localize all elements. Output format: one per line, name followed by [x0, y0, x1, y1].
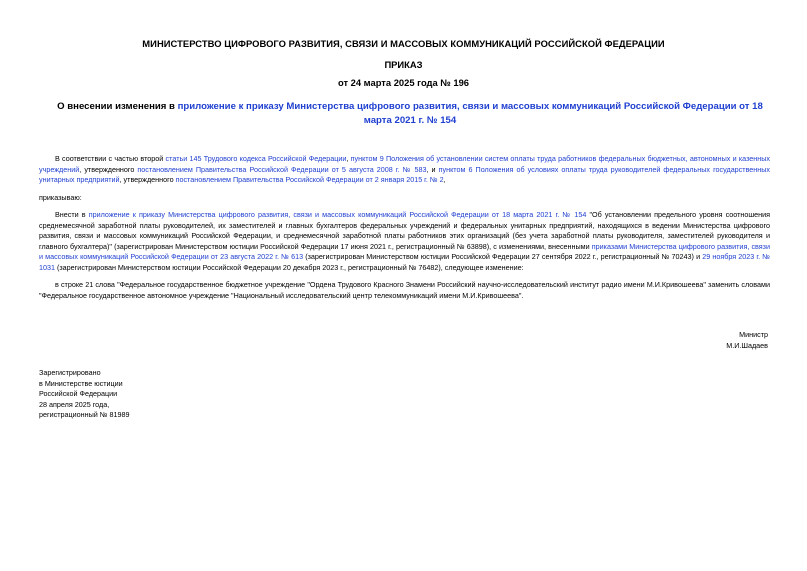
ministry-heading: МИНИСТЕРСТВО ЦИФРОВОГО РАЗВИТИЯ, СВЯЗИ И МАССОВЫХ КОММУНИКАЦИЙ РОССИЙСКОЙ ФЕДЕРАЦИИ: [142, 38, 665, 49]
signature-block: [600, 330, 768, 351]
registration-block: [39, 368, 239, 421]
link-resolution-583[interactable]: постановлением Правительства Российской Федерации от 5 августа 2008 г. № 583: [137, 164, 427, 174]
change-paragraph: в строке 21 слова "Федеральное государственное бюджетное учреждение "Ордена Трудового Красного Знамени Российский научно-исследовательский институт радио имени М.И.Кривошеева" заменить словами "Федеральное государственное автономное учреждение "Национальный исследовательский центр телекоммуникаций имени М.И.Кривошеева".: [39, 280, 770, 300]
registration-number: регистрационный № 81989: [39, 410, 130, 419]
p1-text-1: В соответствии с частью второй: [55, 154, 166, 163]
order-word: приказываю:: [39, 193, 82, 202]
signer-name: М.И.Шадаев: [726, 340, 768, 350]
p3-text-1: Внести в: [55, 210, 89, 219]
registration-line-3: Российской Федерации: [39, 389, 118, 398]
p1-text-3: , утвержденного: [79, 164, 138, 174]
signer-position: Министр: [739, 330, 768, 339]
link-regulation-point-6[interactable]: пунктом 6 Положения об условиях оплаты труда руководителей федеральных государственных унитарных предприятий: [39, 164, 771, 184]
subject-prefix: О внесении изменения в: [57, 101, 178, 112]
p3-text-3: (зарегистрирован Министерством юстиции Российской Федерации 27 сентября 2022 г., регистрационный № 70243) и: [303, 252, 703, 261]
link-order-154-appendix[interactable]: приложение к приказу Министерства цифрового развития, связи и массовых коммуникаций Российской Федерации от 18 марта 2021 г. № 154: [88, 210, 587, 219]
registration-line-1: Зарегистрировано: [39, 368, 101, 377]
link-labor-code-article-145[interactable]: статьи 145 Трудового кодекса Российской Федерации: [165, 154, 347, 163]
link-regulation-point-9[interactable]: пунктом 9 Положения об установлении систем оплаты труда работников федеральных бюджетных, автономных и казенных учреждений: [39, 154, 770, 174]
p3-text-4: (зарегистрирован Министерством юстиции Российской Федерации 20 декабря 2023 г., регистрационный № 76482), следующее изменение:: [55, 262, 524, 272]
link-order-1031[interactable]: 29 ноября 2023 г. № 1031: [39, 252, 770, 272]
amendment-paragraph: [39, 210, 770, 273]
subject-link[interactable]: приложение к приказу Министерства цифрового развития, связи и массовых коммуникаций Российской Федерации от 18 марта 2021 г. № 154: [177, 101, 763, 126]
document-subject: [50, 100, 770, 128]
p1-text-5: , утвержденного: [119, 175, 176, 184]
document-date-number: от 24 марта 2025 года № 196: [337, 77, 470, 88]
p1-text-6: ,: [443, 175, 446, 184]
registration-date: 28 апреля 2025 года,: [39, 399, 110, 409]
p3-text-2: "Об установлении предельного уровня соотношения среднемесячной заработной платы руководителей, их заместителей и главных бухгалтеров федеральных учреждений и федеральных унитарных предприятий, находящихся в ведении Министерства цифрового развития, связи и массовых коммуникаций Российской Федерации, и среднемесячной заработной платы работников этих организаций (без учета заработной платы руководителя, заместителей руководителя и главного бухгалтера)" (зарегистрирован Министерством юстиции Российской Федерации 17 июня 2021 г., регистрационный № 63898), с изменениями, внесенными: [39, 210, 771, 251]
p1-text-2: ,: [346, 154, 351, 163]
preamble-paragraph: [39, 154, 770, 186]
link-resolution-2[interactable]: постановлением Правительства Российской Федерации от 2 января 2015 г. № 2: [175, 175, 444, 184]
document-type: ПРИКАЗ: [384, 59, 423, 70]
link-order-613[interactable]: приказами Министерства цифрового развития, связи и массовых коммуникаций Российской Федерации от 23 августа 2022 г. № 613: [39, 241, 770, 261]
p1-text-4: , и: [426, 164, 439, 174]
registration-line-2: в Министерстве юстиции: [39, 378, 123, 388]
